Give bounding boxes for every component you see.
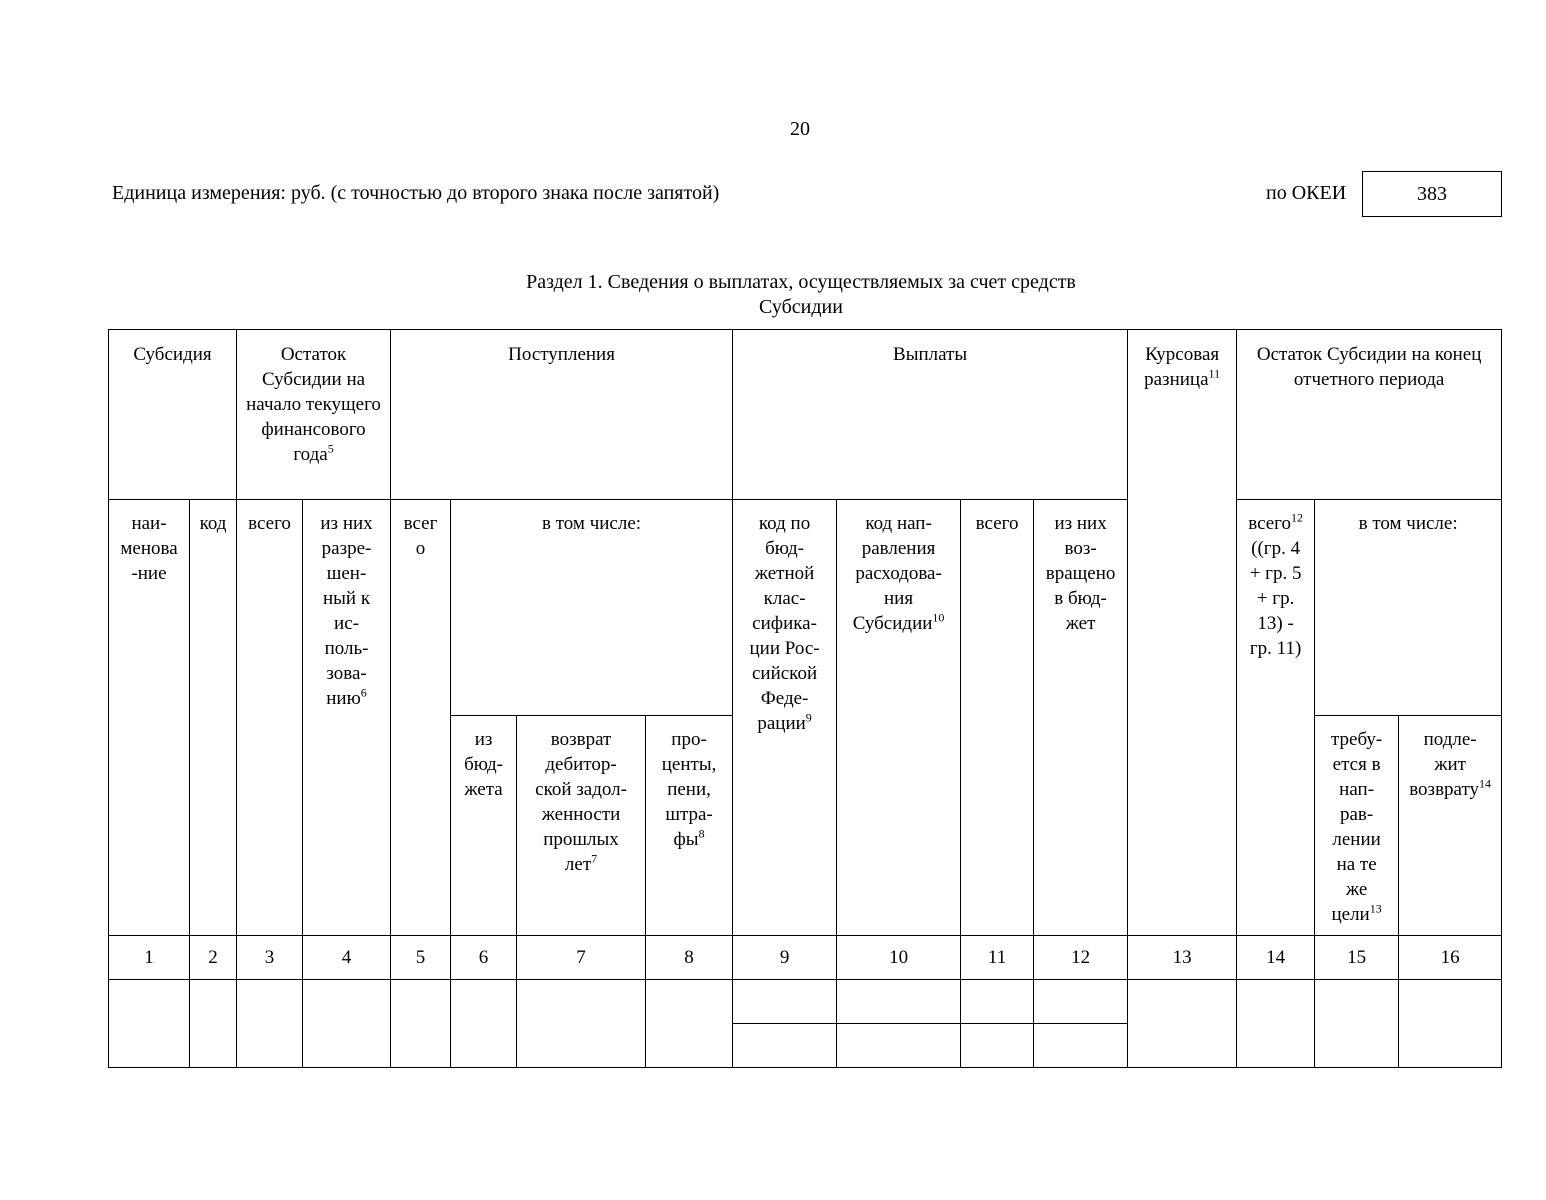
data-cell-name[interactable] (109, 980, 190, 1068)
header-payments: Выплаты (733, 330, 1128, 500)
header-total-14: всего$^{12}$ ((гр. 4 + гр. 5 + гр. 13) - гр. 11) (1237, 500, 1315, 936)
column-number: 1 (109, 936, 190, 980)
column-number: 12 (1034, 936, 1128, 980)
column-number: 14 (1237, 936, 1315, 980)
header-total-3: всего (237, 500, 303, 936)
header-from-budget: из бюд- жета (451, 716, 517, 936)
header-including-receipts: в том числе: (451, 500, 733, 716)
column-number: 13 (1128, 936, 1237, 980)
column-number: 8 (646, 936, 733, 980)
header-including-end: в том числе: (1315, 500, 1502, 716)
column-number: 2 (190, 936, 237, 980)
section-title: Раздел 1. Сведения о выплатах, осуществляемых за счет средств Субсидии (526, 271, 1076, 318)
data-cell[interactable] (1034, 980, 1128, 1024)
okei-code-field[interactable]: 383 (1362, 171, 1502, 217)
page-number: 20 (790, 118, 810, 140)
payments-table (108, 329, 1502, 1068)
data-cell[interactable] (1237, 980, 1315, 1068)
data-cell[interactable] (303, 980, 391, 1068)
column-number: 4 (303, 936, 391, 980)
data-cell[interactable] (1399, 980, 1502, 1068)
header-total-5: всег о (391, 500, 451, 936)
column-number: 7 (517, 936, 646, 980)
header-name: наи- менова -ние (109, 500, 190, 936)
column-number: 10 (837, 936, 961, 980)
data-cell[interactable] (961, 1024, 1034, 1068)
column-number: 16 (1399, 936, 1502, 980)
data-cell[interactable] (837, 1024, 961, 1068)
data-cell-code[interactable] (190, 980, 237, 1068)
header-interest: про- центы, пени, штра- $фы^8$ (646, 716, 733, 936)
data-cell[interactable] (1315, 980, 1399, 1068)
header-balance-end: Остаток Субсидии на конец отчетного периода (1237, 330, 1502, 500)
header-direction-code: код нап- равления расходова- ния Субсидии$^{10}$ (837, 500, 961, 936)
header-balance-start: Остаток Субсидии на начало текущего финансового года$^5$ (237, 330, 391, 500)
data-cell[interactable] (837, 980, 961, 1024)
data-cell[interactable] (961, 980, 1034, 1024)
okei-label: по ОКЕИ (1266, 182, 1347, 204)
data-cell[interactable] (1034, 1024, 1128, 1068)
header-needed: требу- ется в нап- рав- лении на те же цели$^{13}$ (1315, 716, 1399, 936)
data-cell[interactable] (733, 980, 837, 1024)
header-total-11: всего (961, 500, 1034, 936)
unit-of-measure: Единица измерения: руб. (с точностью до второго знака после запятой) (112, 182, 720, 204)
column-number: 3 (237, 936, 303, 980)
column-number: 5 (391, 936, 451, 980)
header-to-return: подле- жит возврату$^{14}$ (1399, 716, 1502, 936)
header-budget-class-code: код по бюд- жетной клас- сифика- ции Рос- сийской Феде- рации$^9$ (733, 500, 837, 936)
header-subsidy: Субсидия (109, 330, 237, 500)
data-cell[interactable] (646, 980, 733, 1068)
column-number: 9 (733, 936, 837, 980)
data-cell[interactable] (391, 980, 451, 1068)
header-code: код (190, 500, 237, 936)
column-number: 6 (451, 936, 517, 980)
column-number: 11 (961, 936, 1034, 980)
header-exchange-diff: Курсовая разница$^{11}$ (1128, 330, 1237, 936)
data-cell[interactable] (517, 980, 646, 1068)
data-cell[interactable] (451, 980, 517, 1068)
data-cell[interactable] (1128, 980, 1237, 1068)
header-receivables-return: возврат дебитор- ской задол- женности прошлых лет$^7$ (517, 716, 646, 936)
header-permitted: из них разре- шен- ный к ис- поль- зова- нию$^6$ (303, 500, 391, 936)
header-receipts: Поступления (391, 330, 733, 500)
data-cell[interactable] (237, 980, 303, 1068)
header-returned: из них воз- вращено в бюд- жет (1034, 500, 1128, 936)
column-number: 15 (1315, 936, 1399, 980)
data-cell[interactable] (733, 1024, 837, 1068)
